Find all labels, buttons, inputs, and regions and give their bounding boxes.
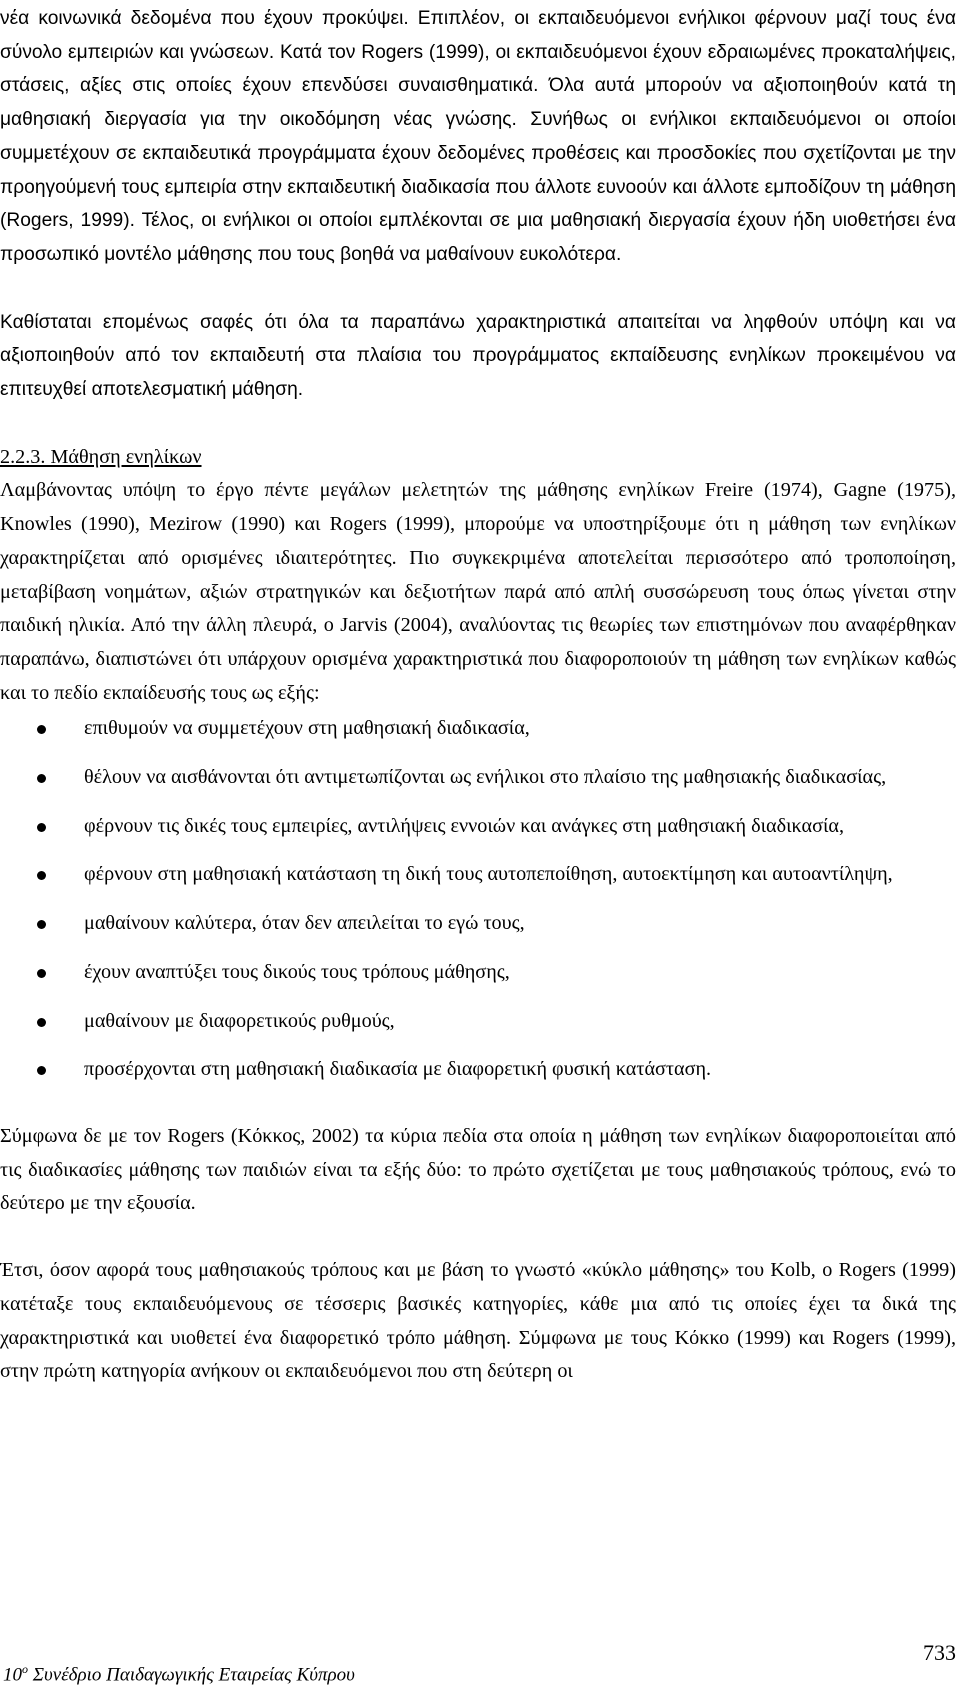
bullet-icon (37, 920, 46, 929)
list-item: επιθυμούν να συμμετέχουν στη μαθησιακή διαδικασία, (0, 712, 956, 746)
bullet-icon (37, 823, 46, 832)
bullet-icon (37, 725, 46, 734)
bullet-icon (37, 969, 46, 978)
list-item: προσέρχονται στη μαθησιακή διαδικασία με διαφορετική φυσική κατάσταση. (0, 1053, 956, 1087)
paragraph-conclusion: Καθίσταται επομένως σαφές ότι όλα τα παραπάνω χαρακτηριστικά απαιτείται να ληφθούν υπόψη και να αξιοποιηθούν από τον εκπαιδευτή στα πλαίσια του προγράμματος εκπαίδευσης ενηλίκων προκειμένου να επιτευχθεί αποτελεσματική μάθηση. (0, 311, 956, 401)
characteristics-list (0, 712, 956, 1087)
page-number: 733 (923, 1640, 956, 1665)
list-item: φέρνουν στη μαθησιακή κατάσταση τη δική τους αυτοπεποίθηση, αυτοεκτίμηση και αυτοαντίληψη, (0, 858, 956, 892)
list-item: θέλουν να αισθάνονται ότι αντιμετωπίζονται ως ενήλικοι στο πλαίσιο της μαθησιακής διαδικασίας, (0, 761, 956, 795)
paragraph-adult-learning: Λαμβάνοντας υπόψη το έργο πέντε μεγάλων μελετητών της μάθησης ενηλίκων Freire (1974), Gagne (1975), Knowles (1990), Mezirow (1990) και Rogers (1999), μπορούμε να υποστηρίξουμε ότι η μάθηση των ενηλίκων χαρακτηρίζεται από ορισμένες ιδιαιτερότητες. Πιο συγκεκριμένα αποτελείται περισσότερο από τροποποίηση, μεταβίβαση νοημάτων, αξιών στρατηγικών και δεξιοτήτων παρά από απλή συσσώρευση τους όπως γίνεται στην παιδική ηλικία. Από την άλλη πλευρά, ο Jarvis (2004), αναλύοντας τις θεωρίες των επιστημόνων που αναφέρθηκαν παραπάνω, διαπιστώνει ότι υπάρχουν ορισμένα χαρακτηριστικά που διαφοροποιούν τη μάθηση των ενηλίκων καθώς και το πεδίο εκπαίδευσής τους ως εξής: (0, 479, 956, 704)
conference-title: $10^o$ Συνέδριο Παιδαγωγικής Εταιρείας Κύπρου (3, 1662, 355, 1686)
list-item: μαθαίνουν με διαφορετικούς ρυθμούς, (0, 1005, 956, 1039)
document-body (0, 2, 956, 1389)
paragraph-rogers: Σύμφωνα δε με τον Rogers (Κόκκος, 2002) τα κύρια πεδία στα οποία η μάθηση των ενηλίκων διαφοροποιείται από τις διαδικασίες μάθησης των παιδιών είναι τα εξής δύο: το πρώτο σχετίζεται με τους μαθησιακούς τρόπους, ενώ το δεύτερο με την εξουσία. (0, 1124, 956, 1215)
bullet-icon (37, 1018, 46, 1027)
section-heading (0, 441, 956, 475)
section-heading-text: 2.2.3. Μάθηση ενηλίκων (0, 445, 202, 468)
list-item: φέρνουν τις δικές τους εμπειρίες, αντιλήψεις εννοιών και ανάγκες στη μαθησιακή διαδικασία, (0, 810, 956, 844)
bullet-icon (37, 1066, 46, 1075)
paragraph-characteristics: νέα κοινωνικά δεδομένα που έχουν προκύψει. Επιπλέον, οι εκπαιδευόμενοι ενήλικοι φέρνουν μαζί τους ένα σύνολο εμπειριών και γνώσεων. Κατά τον Rogers (1999), οι εκπαιδευόμενοι έχουν εδραιωμένες προκαταλήψεις, στάσεις, αξίες στις οποίες έχουν επενδύσει συναισθηματικά. Όλα αυτά μπορούν να αξιοποιηθούν κατά τη μαθησιακή διεργασία για την οικοδόμηση νέας γνώσης. Συνήθως οι ενήλικοι εκπαιδευόμενοι οι οποίοι συμμετέχουν σε εκπαιδευτικά προγράμματα έχουν δεδομένες προθέσεις και προσδοκίες που σχετίζονται με την προηγούμενή τους εμπειρία στην εκπαιδευτική διαδικασία που άλλοτε ευνοούν και άλλοτε εμποδίζουν τη μάθηση (Rogers, 1999). Τέλος, οι ενήλικοι οι οποίοι εμπλέκονται σε μια μαθησιακή διεργασία έχουν ήδη υιοθετήσει ένα προσωπικό μοντέλο μάθησης που τους βοηθά να μαθαίνουν ευκολότερα. (0, 8, 956, 265)
list-item: έχουν αναπτύξει τους δικούς τους τρόπους μάθησης, (0, 956, 956, 990)
page-footer (0, 1640, 960, 1686)
list-item: μαθαίνουν καλύτερα, όταν δεν απειλείται το εγώ τους, (0, 907, 956, 941)
paragraph-kolb: Έτσι, όσον αφορά τους μαθησιακούς τρόπους και με βάση το γνωστό «κύκλο μάθησης» του Kolb, ο Rogers (1999) κατέταξε τους εκπαιδευόμενους σε τέσσερις βασικές κατηγορίες, κάθε μια από τις οποίες έχει τα δικά της χαρακτηριστικά και υιοθετεί ένα διαφορετικό τρόπο μάθηση. Σύμφωνα με τους Κόκκο (1999) και Rogers (1999), στην πρώτη κατηγορία ανήκουν οι εκπαιδευόμενοι που στη δεύτερη οι (0, 1259, 956, 1383)
bullet-icon (37, 871, 46, 880)
bullet-icon (37, 774, 46, 783)
